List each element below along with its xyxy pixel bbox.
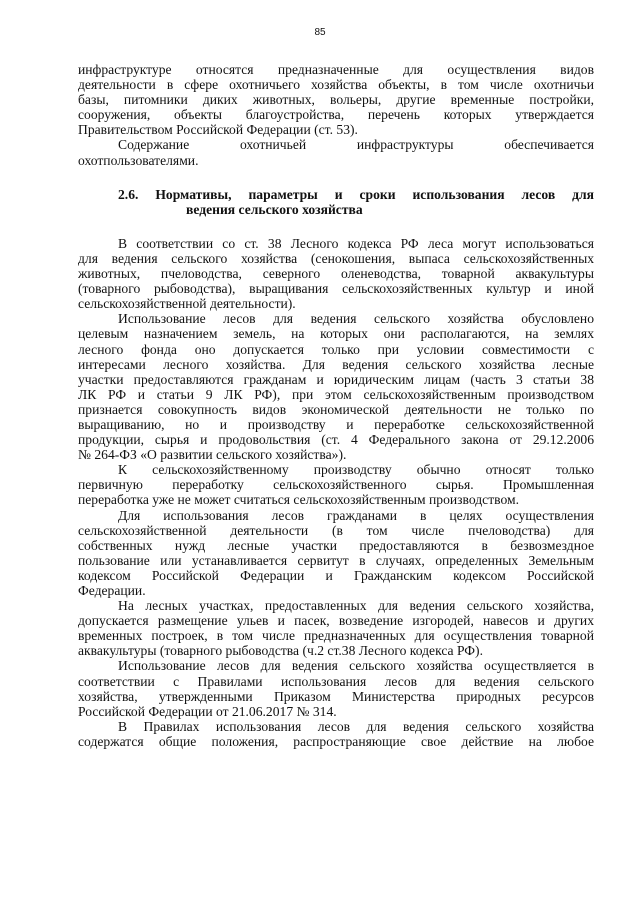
paragraph — [78, 462, 594, 507]
text-line: целевым назначением земель, на которых они располагаются, на землях — [78, 326, 594, 342]
text-line: содержатся общие положения, распространяющие свое действие на любое — [78, 733, 594, 749]
paragraph — [78, 658, 594, 718]
paragraph — [78, 137, 594, 167]
text-line: инфраструктуре относятся предназначенные для осуществления видов — [78, 62, 594, 77]
text-line: допускается размещение ульев и пасек, возведение изгородей, навесов и других — [78, 613, 594, 629]
text-line: признается совокупность видов экономической деятельности не только по — [78, 401, 594, 417]
text-line: К сельскохозяйственному производству обычно относят только — [118, 462, 594, 478]
text-line: продукции, сырья и продовольствия (ст. 4 Федерального закона от 29.12.2006 — [78, 432, 594, 448]
text-line: сельскохозяйственной деятельности (в том числе пчеловодства) для — [78, 522, 594, 538]
text-line: Содержание охотничьей инфраструктуры обеспечивается — [118, 137, 594, 153]
text-line: Федерации. — [78, 583, 146, 598]
text-line: На лесных участках, предоставленных для ведения сельского хозяйства, — [118, 598, 594, 614]
text-line: Использование лесов для ведения сельского хозяйства осуществляется в — [118, 658, 594, 674]
text-line: для ведения сельского хозяйства (сенокошения, выпаса сельскохозяйственных — [78, 250, 594, 266]
text-line: аквакультуры (товарного рыбоводства (ч.2 ст.38 Лесного кодекса РФ). — [78, 643, 483, 659]
paragraph — [78, 311, 594, 462]
text-line: Правительством Российской Федерации (ст. 53). — [78, 122, 358, 138]
text-line: Использование лесов для ведения сельского хозяйства обусловлено — [118, 311, 594, 327]
text-line: лесного фонда оно допускается только при условии совместимости с — [78, 341, 594, 357]
paragraph — [78, 62, 594, 137]
text-line: (товарного рыбоводства), выращивания сельскохозяйственных культур и иной — [78, 281, 594, 297]
text-line: Для использования лесов гражданами в целях осуществления — [118, 507, 594, 523]
text-line: Российской Федерации от 21.06.2017 № 314. — [78, 703, 337, 719]
text-line: собственных нужд лесные участки предоставляются в безвозмездное — [78, 537, 594, 553]
text-line: кодексом Российской Федерации и Гражданским кодексом Российской — [78, 567, 594, 583]
text-line: хозяйства, утвержденными Приказом Министерства природных ресурсов — [78, 688, 594, 704]
text-line: животных, пчеловодства, северного оленеводства, товарной аквакультуры — [78, 266, 594, 282]
text-line: первичную переработку сельскохозяйственного сырья. Промышленная — [78, 477, 594, 493]
text-line: переработка уже не может считаться сельскохозяйственным производством. — [78, 492, 519, 508]
text-line: В соответствии со ст. 38 Лесного кодекса РФ леса могут использоваться — [118, 235, 594, 251]
text-line: участки предоставляются гражданам и юридическим лицам (часть 3 статьи 38 — [78, 371, 594, 387]
text-line: сооружения, объекты благоустройства, перечень которых утверждается — [78, 107, 594, 123]
text-line: временных построек, в том числе предназначенных для осуществления товарной — [78, 628, 594, 644]
heading-line: 2.6. Нормативы, параметры и сроки использования лесов для — [118, 186, 594, 202]
text-line: сельскохозяйственной деятельности). — [78, 296, 296, 312]
section-heading — [78, 187, 594, 217]
text-line: ЛК РФ и статьи 9 ЛК РФ), при этом сельскохозяйственным производством — [78, 386, 594, 402]
paragraph — [78, 508, 594, 599]
heading-line: ведения сельского хозяйства — [186, 201, 363, 217]
page-number: 85 — [314, 27, 326, 38]
text-line: № 264-ФЗ «О развитии сельского хозяйства»). — [78, 447, 347, 463]
paragraph — [78, 719, 594, 749]
paragraph — [78, 236, 594, 311]
text-line: выращиванию, но и производству и переработке сельскохозяйственной — [78, 416, 594, 432]
text-line: деятельности в сфере охотничьего хозяйства объекты, в том числе охотничьи — [78, 77, 594, 93]
text-line: В Правилах использования лесов для ведения сельского хозяйства — [118, 718, 594, 734]
text-line: охотпользователями. — [78, 152, 199, 168]
text-line: интересами лесного хозяйства. Для ведения сельского хозяйства лесные — [78, 356, 594, 372]
paragraph — [78, 598, 594, 658]
text-line: пользование или устанавливается сервитут в случаях, определенных Земельным — [78, 552, 594, 568]
document-body — [78, 62, 594, 749]
text-line: соответствии с Правилами использования лесов для ведения сельского — [78, 673, 594, 689]
text-line: базы, питомники диких животных, вольеры, другие временные постройки, — [78, 92, 594, 108]
